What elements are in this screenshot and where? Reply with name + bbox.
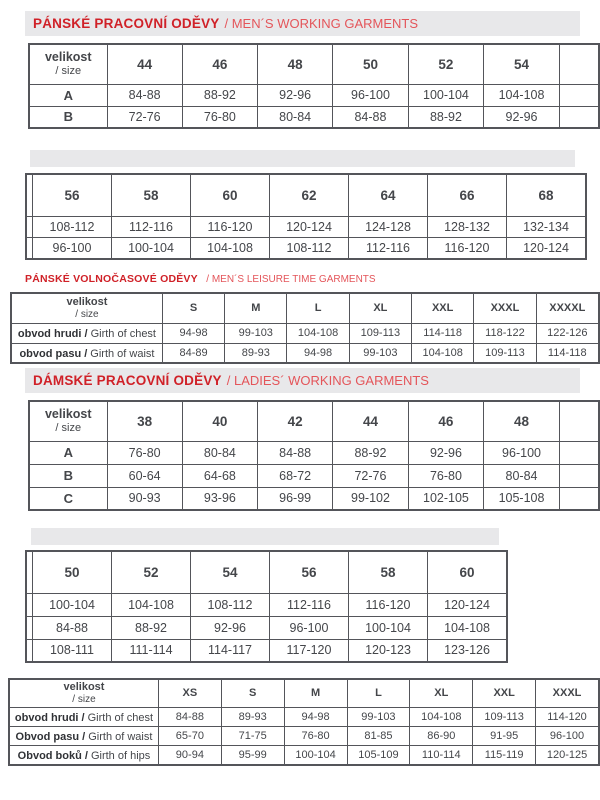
heading-mens-leisure-czech: PÁNSKÉ VOLNOČASOVÉ ODĚVY — [25, 273, 198, 285]
value-cell: 81-85 — [347, 726, 410, 745]
measurement-label-czech: obvod hrudi / — [14, 711, 85, 724]
value-cell: 72-76 — [107, 106, 182, 128]
size-label-english: / size — [72, 693, 96, 705]
divider-bar — [30, 150, 575, 167]
value-cell: 122-126 — [536, 323, 599, 343]
mens-working-sizes-table-1 — [28, 43, 600, 129]
value-cell: 92-96 — [191, 616, 270, 639]
value-cell: 105-108 — [484, 487, 560, 510]
cut-column — [559, 401, 599, 441]
size-header-cell: 48 — [258, 44, 333, 84]
mens-working-sizes-table-1-grid — [28, 43, 600, 129]
value-cell: 96-100 — [536, 726, 599, 745]
mens-working-sizes-table-2 — [25, 173, 587, 260]
value-cell: 100-104 — [284, 745, 347, 765]
size-header-cell: 38 — [107, 401, 182, 441]
value-cell: 114-120 — [536, 707, 599, 726]
heading-bar-ladies-working — [25, 368, 580, 393]
value-cell: 108-112 — [191, 593, 270, 616]
value-cell: 100-104 — [33, 593, 112, 616]
value-cell: 104-108 — [112, 593, 191, 616]
value-cell: 123-126 — [428, 639, 508, 662]
size-header-cell: XL — [410, 679, 473, 707]
value-cell: 112-116 — [349, 238, 428, 260]
size-header-cell: 60 — [428, 551, 508, 593]
value-cell: 109-113 — [474, 343, 536, 363]
value-cell: 100-104 — [408, 84, 484, 106]
size-header-cell: XL — [349, 293, 411, 323]
size-header-cell: 58 — [112, 174, 191, 216]
size-header-cell: 66 — [428, 174, 507, 216]
size-header-cell: 42 — [258, 401, 333, 441]
heading-mens-working-czech: PÁNSKÉ PRACOVNÍ ODĚVY — [33, 16, 220, 31]
size-header-cell: 46 — [182, 44, 257, 84]
value-cell: 92-96 — [258, 84, 333, 106]
value-cell: 80-84 — [182, 441, 257, 464]
cut-column — [559, 487, 599, 510]
value-cell: 80-84 — [484, 464, 560, 487]
ladies-working-sizes-table-1 — [28, 400, 600, 511]
value-cell: 91-95 — [473, 726, 536, 745]
value-cell: 114-118 — [412, 323, 474, 343]
measurement-label-cell — [9, 726, 158, 745]
value-cell: 94-98 — [162, 323, 224, 343]
value-cell: 80-84 — [258, 106, 333, 128]
mens-working-sizes-table-2-grid — [25, 173, 587, 260]
ladies-working-sizes-table-1-grid — [28, 400, 600, 511]
table-row — [29, 106, 599, 128]
size-header-cell: XXL — [412, 293, 474, 323]
value-cell: 108-112 — [33, 216, 112, 238]
value-cell: 60-64 — [107, 464, 182, 487]
table-row — [26, 216, 586, 238]
size-label-english: / size — [55, 65, 82, 78]
measurement-label-cell — [11, 323, 162, 343]
table-row — [26, 593, 507, 616]
value-cell: 112-116 — [270, 593, 349, 616]
value-cell: 120-123 — [349, 639, 428, 662]
header-row — [29, 44, 599, 84]
value-cell: 110-114 — [410, 745, 473, 765]
size-header-cell: 54 — [484, 44, 560, 84]
value-cell: 84-88 — [158, 707, 221, 726]
value-cell: 120-124 — [428, 593, 508, 616]
table-row — [9, 745, 599, 765]
measurement-label-cell — [9, 745, 158, 765]
size-label-czech: velikost — [44, 407, 92, 422]
measurement-label-cell — [9, 707, 158, 726]
size-label-english: / size — [55, 422, 82, 435]
row-label-cell: A — [29, 84, 107, 106]
header-row — [26, 551, 507, 593]
heading-bar-mens-working — [25, 11, 580, 36]
size-header-cell: 52 — [112, 551, 191, 593]
value-cell: 104-108 — [287, 323, 349, 343]
value-cell: 132-134 — [507, 216, 587, 238]
value-cell: 88-92 — [333, 441, 408, 464]
header-row — [26, 174, 586, 216]
value-cell: 112-116 — [112, 216, 191, 238]
size-label-header — [11, 293, 162, 323]
table-row — [9, 726, 599, 745]
header-row — [9, 679, 599, 707]
size-header-cell: M — [284, 679, 347, 707]
value-cell: 84-88 — [258, 441, 333, 464]
size-header-cell: XXXL — [474, 293, 536, 323]
measurement-label-cell — [11, 343, 162, 363]
value-cell: 128-132 — [428, 216, 507, 238]
value-cell: 96-100 — [333, 84, 408, 106]
value-cell: 104-108 — [410, 707, 473, 726]
value-cell: 89-93 — [221, 707, 284, 726]
row-label-cell: A — [29, 441, 107, 464]
size-header-cell: 52 — [408, 44, 484, 84]
value-cell: 84-89 — [162, 343, 224, 363]
ladies-working-sizes-table-2-grid — [25, 550, 508, 663]
mens-leisure-table-grid — [10, 292, 600, 364]
table-row — [29, 441, 599, 464]
value-cell: 124-128 — [349, 216, 428, 238]
size-header-cell: 54 — [191, 551, 270, 593]
ladies-measurements-table-grid — [8, 678, 600, 766]
value-cell: 100-104 — [112, 238, 191, 260]
value-cell: 93-96 — [182, 487, 257, 510]
value-cell: 105-109 — [347, 745, 410, 765]
size-label-english: / size — [75, 308, 99, 320]
measurement-label-english: Girth of waist — [90, 347, 155, 360]
value-cell: 68-72 — [258, 464, 333, 487]
size-label-header — [9, 679, 158, 707]
header-row — [11, 293, 599, 323]
table-row — [26, 238, 586, 260]
size-header-cell: 46 — [408, 401, 484, 441]
heading-mens-leisure — [25, 269, 376, 287]
size-header-cell: 44 — [107, 44, 182, 84]
table-row — [29, 487, 599, 510]
value-cell: 90-93 — [107, 487, 182, 510]
value-cell: 120-124 — [270, 216, 349, 238]
value-cell: 84-88 — [33, 616, 112, 639]
value-cell: 88-92 — [408, 106, 484, 128]
table-row — [29, 464, 599, 487]
value-cell: 76-80 — [284, 726, 347, 745]
heading-ladies-working-czech: DÁMSKÉ PRACOVNÍ ODĚVY — [33, 373, 222, 388]
ladies-working-sizes-table-2 — [25, 550, 508, 663]
cut-column — [559, 44, 599, 84]
value-cell: 96-100 — [33, 238, 112, 260]
value-cell: 108-112 — [270, 238, 349, 260]
value-cell: 111-114 — [112, 639, 191, 662]
cut-column — [559, 441, 599, 464]
table-row — [9, 707, 599, 726]
value-cell: 96-100 — [484, 441, 560, 464]
value-cell: 116-120 — [191, 216, 270, 238]
size-header-cell: XXXXL — [536, 293, 599, 323]
table-row — [29, 84, 599, 106]
size-header-cell: 68 — [507, 174, 587, 216]
size-header-cell: XXL — [473, 679, 536, 707]
divider-bar — [31, 528, 499, 545]
value-cell: 99-103 — [349, 343, 411, 363]
value-cell: 92-96 — [484, 106, 560, 128]
mens-leisure-table — [10, 292, 600, 364]
value-cell: 99-103 — [347, 707, 410, 726]
value-cell: 94-98 — [287, 343, 349, 363]
size-label-czech: velikost — [66, 295, 108, 308]
ladies-measurements-table — [8, 678, 600, 766]
value-cell: 96-99 — [258, 487, 333, 510]
size-header-cell: 60 — [191, 174, 270, 216]
size-header-cell: 62 — [270, 174, 349, 216]
value-cell: 104-108 — [412, 343, 474, 363]
size-header-cell: 56 — [270, 551, 349, 593]
value-cell: 84-88 — [333, 106, 408, 128]
measurement-label-english: Girth of waist — [88, 730, 153, 743]
size-header-cell: 64 — [349, 174, 428, 216]
size-header-cell: L — [287, 293, 349, 323]
value-cell: 109-113 — [473, 707, 536, 726]
size-header-cell: M — [225, 293, 287, 323]
measurement-label-english: Girth of chest — [87, 711, 154, 724]
value-cell: 114-117 — [191, 639, 270, 662]
size-header-cell: L — [347, 679, 410, 707]
value-cell: 104-108 — [428, 616, 508, 639]
measurement-label-czech: obvod pasu / — [19, 347, 88, 360]
size-label-header — [29, 401, 107, 441]
value-cell: 120-124 — [507, 238, 587, 260]
value-cell: 115-119 — [473, 745, 536, 765]
measurement-label-english: Girth of hips — [90, 749, 151, 762]
measurement-label-czech: Obvod pasu / — [15, 730, 86, 743]
value-cell: 118-122 — [474, 323, 536, 343]
value-cell: 72-76 — [333, 464, 408, 487]
value-cell: 109-113 — [349, 323, 411, 343]
value-cell: 71-75 — [221, 726, 284, 745]
cut-column — [559, 84, 599, 106]
value-cell: 64-68 — [182, 464, 257, 487]
value-cell: 76-80 — [182, 106, 257, 128]
value-cell: 114-118 — [536, 343, 599, 363]
size-header-cell: 50 — [333, 44, 408, 84]
value-cell: 104-108 — [484, 84, 560, 106]
table-row — [11, 323, 599, 343]
cut-column — [559, 106, 599, 128]
value-cell: 95-99 — [221, 745, 284, 765]
measurement-label-czech: obvod hrudi / — [17, 328, 88, 340]
value-cell: 117-120 — [270, 639, 349, 662]
value-cell: 108-111 — [33, 639, 112, 662]
value-cell: 86-90 — [410, 726, 473, 745]
size-header-cell: XS — [158, 679, 221, 707]
value-cell: 100-104 — [349, 616, 428, 639]
value-cell: 88-92 — [112, 616, 191, 639]
value-cell: 88-92 — [182, 84, 257, 106]
value-cell: 96-100 — [270, 616, 349, 639]
size-header-cell: S — [162, 293, 224, 323]
value-cell: 76-80 — [107, 441, 182, 464]
size-header-cell: 40 — [182, 401, 257, 441]
heading-mens-working-english: / MEN´S WORKING GARMENTS — [224, 16, 419, 31]
size-header-cell: 50 — [33, 551, 112, 593]
measurement-label-czech: Obvod boků / — [17, 749, 88, 762]
value-cell: 92-96 — [408, 441, 484, 464]
size-header-cell: 48 — [484, 401, 560, 441]
value-cell: 76-80 — [408, 464, 484, 487]
size-header-cell: 58 — [349, 551, 428, 593]
table-row — [26, 616, 507, 639]
heading-mens-leisure-english: / MEN´S LEISURE TIME GARMENTS — [206, 274, 376, 285]
value-cell: 99-103 — [225, 323, 287, 343]
value-cell: 94-98 — [284, 707, 347, 726]
value-cell: 89-93 — [225, 343, 287, 363]
cut-column — [559, 464, 599, 487]
size-label-czech: velikost — [63, 680, 105, 693]
size-header-cell: 56 — [33, 174, 112, 216]
size-label-czech: velikost — [44, 50, 92, 65]
row-label-cell: B — [29, 106, 107, 128]
value-cell: 116-120 — [349, 593, 428, 616]
value-cell: 116-120 — [428, 238, 507, 260]
size-header-cell: S — [221, 679, 284, 707]
header-row — [29, 401, 599, 441]
value-cell: 65-70 — [158, 726, 221, 745]
value-cell: 90-94 — [158, 745, 221, 765]
table-row — [26, 639, 507, 662]
size-label-header — [29, 44, 107, 84]
table-row — [11, 343, 599, 363]
row-label-cell: B — [29, 464, 107, 487]
size-header-cell: 44 — [333, 401, 408, 441]
heading-ladies-working-english: / LADIES´ WORKING GARMENTS — [226, 373, 429, 388]
size-header-cell: XXXL — [536, 679, 599, 707]
value-cell: 120-125 — [536, 745, 599, 765]
value-cell: 84-88 — [107, 84, 182, 106]
measurement-label-english: Girth of chest — [90, 328, 156, 340]
value-cell: 102-105 — [408, 487, 484, 510]
value-cell: 99-102 — [333, 487, 408, 510]
row-label-cell: C — [29, 487, 107, 510]
value-cell: 104-108 — [191, 238, 270, 260]
